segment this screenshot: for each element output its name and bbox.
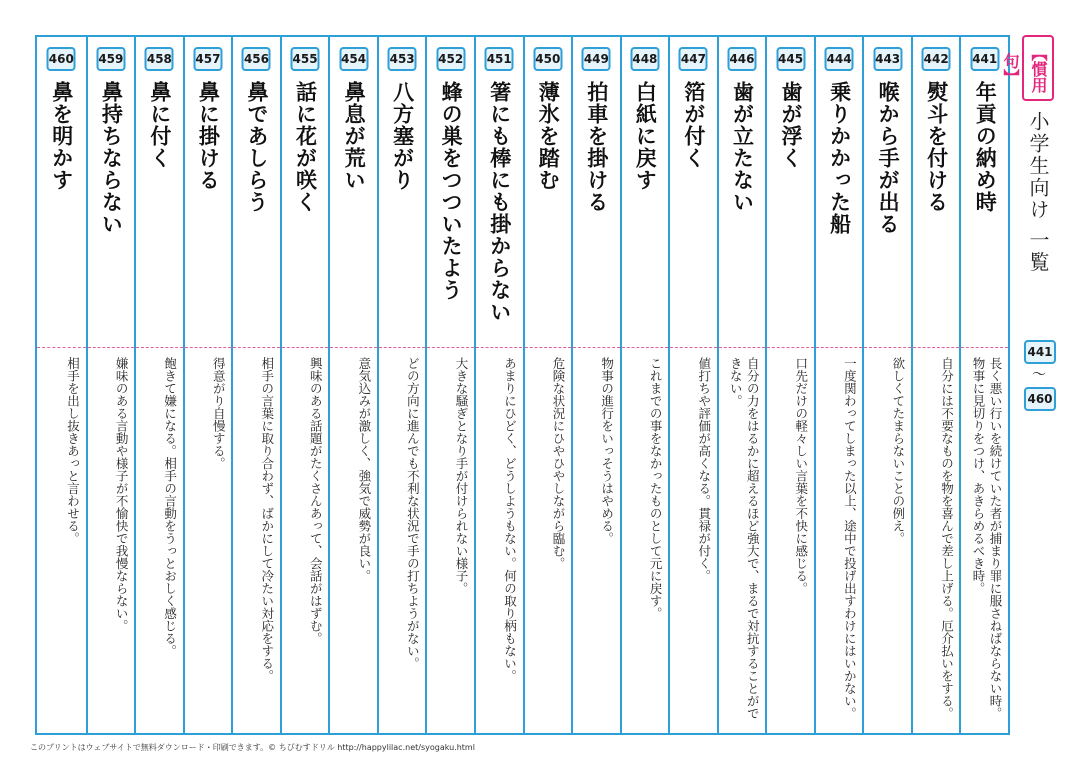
idiom-number-badge: 452 <box>436 47 465 71</box>
idiom-text: 話に花が咲く <box>293 81 318 213</box>
idiom-meaning: 相手を出し抜きあっと言わせる。 <box>65 357 81 545</box>
idiom-column <box>474 37 523 733</box>
idiom-meaning: 危険な状況にひやひやしながら臨む。 <box>551 357 567 570</box>
idiom-number-badge: 460 <box>47 47 76 71</box>
dashed-divider <box>136 347 183 348</box>
idiom-column <box>328 37 377 733</box>
dashed-divider <box>816 347 863 348</box>
idiom-number-badge: 454 <box>339 47 368 71</box>
dashed-divider <box>864 347 911 348</box>
page-title: 小学生向け 一覧 <box>1026 111 1050 274</box>
idiom-column <box>571 37 620 733</box>
idiom-meaning: 一度関わってしまった以上、途中で投げ出すわけにはいかない。 <box>842 357 858 720</box>
idiom-number-badge: 456 <box>242 47 271 71</box>
idiom-column <box>37 37 86 733</box>
idiom-number-badge: 449 <box>582 47 611 71</box>
idiom-column <box>86 37 135 733</box>
idiom-column <box>523 37 572 733</box>
idiom-number-badge: 445 <box>776 47 805 71</box>
idiom-text: 八方塞がり <box>390 81 415 191</box>
idiom-column <box>668 37 717 733</box>
idiom-text: 鼻を明かす <box>49 81 74 191</box>
idiom-number-badge: 458 <box>145 47 174 71</box>
dashed-divider <box>330 347 377 348</box>
idiom-text: 箔が付く <box>681 81 706 169</box>
dashed-divider <box>961 347 1008 348</box>
idiom-column <box>183 37 232 733</box>
idiom-column <box>814 37 863 733</box>
idiom-text: 鼻であしらう <box>244 81 269 213</box>
idiom-number-badge: 446 <box>727 47 756 71</box>
idiom-column <box>377 37 426 733</box>
idiom-table <box>35 35 1010 735</box>
dashed-divider <box>767 347 814 348</box>
idiom-column <box>911 37 960 733</box>
dashed-divider <box>622 347 669 348</box>
idiom-meaning: 興味のある話題がたくさんあって、会話がはずむ。 <box>308 357 324 645</box>
idiom-meaning: 飽きて嫌になる。相手の言動をうっとおしく感じる。 <box>162 357 178 657</box>
range-start-badge: 441 <box>1024 340 1056 364</box>
idiom-number-badge: 457 <box>193 47 222 71</box>
idiom-meaning: 自分には不要なものを物を喜んで差し上げる。厄介払いをする。 <box>939 357 955 720</box>
idiom-meaning: これまでの事をなかったものとして元に戻す。 <box>648 357 664 620</box>
idiom-number-badge: 448 <box>630 47 659 71</box>
idiom-number-badge: 447 <box>679 47 708 71</box>
idiom-text: 箸にも棒にも掛からない <box>487 81 512 323</box>
idiom-meaning: 得意がり自慢する。 <box>211 357 227 470</box>
idiom-column <box>765 37 814 733</box>
idiom-meaning: 値打ちや評価が高くなる。貫禄が付く。 <box>696 357 712 582</box>
idiom-number-badge: 444 <box>825 47 854 71</box>
idiom-column <box>862 37 911 733</box>
idiom-text: 鼻息が荒い <box>342 81 367 191</box>
dashed-divider <box>476 347 523 348</box>
idiom-text: 年貢の納め時 <box>973 81 998 213</box>
dashed-divider <box>670 347 717 348</box>
idiom-number-badge: 442 <box>922 47 951 71</box>
dashed-divider <box>88 347 135 348</box>
dashed-divider <box>913 347 960 348</box>
idiom-text: 薄氷を踏む <box>536 81 561 191</box>
idiom-number-badge: 453 <box>388 47 417 71</box>
idiom-text: 拍車を掛ける <box>584 81 609 213</box>
idiom-meaning: あまりにひどく、どうしようもない。何の取り柄もない。 <box>502 357 518 682</box>
idiom-text: 乗りかかった船 <box>827 81 852 235</box>
idiom-column <box>717 37 766 733</box>
idiom-meaning: 自分の力をはるかに超えるほど強大で、まるで対抗することができない。 <box>728 357 761 720</box>
idiom-text: 熨斗を付ける <box>924 81 949 213</box>
idiom-text: 白紙に戻す <box>633 81 658 191</box>
idiom-number-badge: 451 <box>485 47 514 71</box>
idiom-meaning: 欲しくてたまらないことの例え。 <box>890 357 906 545</box>
dashed-divider <box>233 347 280 348</box>
idiom-meaning: 口先だけの軽々しい言葉を不快に感じる。 <box>793 357 809 595</box>
idiom-meaning: 大きな騒ぎとなり手が付けられない様子。 <box>453 357 469 595</box>
range-end-badge: 460 <box>1024 387 1056 411</box>
idiom-text: 歯が浮く <box>779 81 804 169</box>
idiom-text: 鼻に付く <box>147 81 172 169</box>
idiom-column <box>959 37 1008 733</box>
idiom-text: 鼻持ちならない <box>99 81 124 235</box>
idiom-meaning: 物事の進行をいっそうはやめる。 <box>599 357 615 545</box>
range-separator: 〜 <box>1032 367 1046 383</box>
idiom-meaning: 嫌味のある言動や様子が不愉快で我慢ならない。 <box>114 357 130 632</box>
dashed-divider <box>525 347 572 348</box>
idiom-column <box>620 37 669 733</box>
dashed-divider <box>379 347 426 348</box>
idiom-text: 鼻に掛ける <box>196 81 221 191</box>
dashed-divider <box>282 347 329 348</box>
idiom-text: 歯が立たない <box>730 81 755 213</box>
dashed-divider <box>427 347 474 348</box>
idiom-number-badge: 441 <box>970 47 999 71</box>
idiom-number-badge: 459 <box>96 47 125 71</box>
dashed-divider <box>573 347 620 348</box>
idiom-column <box>425 37 474 733</box>
idiom-meaning: 意気込みが激しく、強気で威勢が良い。 <box>356 357 372 582</box>
idiom-column <box>231 37 280 733</box>
idiom-number-badge: 443 <box>873 47 902 71</box>
dashed-divider <box>37 347 86 348</box>
idiom-meaning: どの方向に進んでも不利な状況で手の打ちようがない。 <box>405 357 421 670</box>
idiom-column <box>134 37 183 733</box>
idiom-number-badge: 455 <box>291 47 320 71</box>
dashed-divider <box>185 347 232 348</box>
dashed-divider <box>719 347 766 348</box>
idiom-meaning: 長く悪い行いを続けていた者が捕まり罪に服さねばならない時。物事に見切りをつけ、あきらめるべき時。 <box>970 357 1003 720</box>
idiom-meaning: 相手の言葉に取り合わず、ばかにして冷たい対応をする。 <box>259 357 275 682</box>
idiom-text: 喉から手が出る <box>876 81 901 235</box>
idiom-number-badge: 450 <box>533 47 562 71</box>
idiom-column <box>280 37 329 733</box>
idiom-text: 蜂の巣をつついたよう <box>439 81 464 301</box>
footer-note: このプリントはウェブサイトで無料ダウンロード・印刷できます。© ちびむすドリル http://happylilac.net/syogaku.html <box>30 743 475 752</box>
category-tag: 【慣用句】 <box>1022 35 1054 101</box>
